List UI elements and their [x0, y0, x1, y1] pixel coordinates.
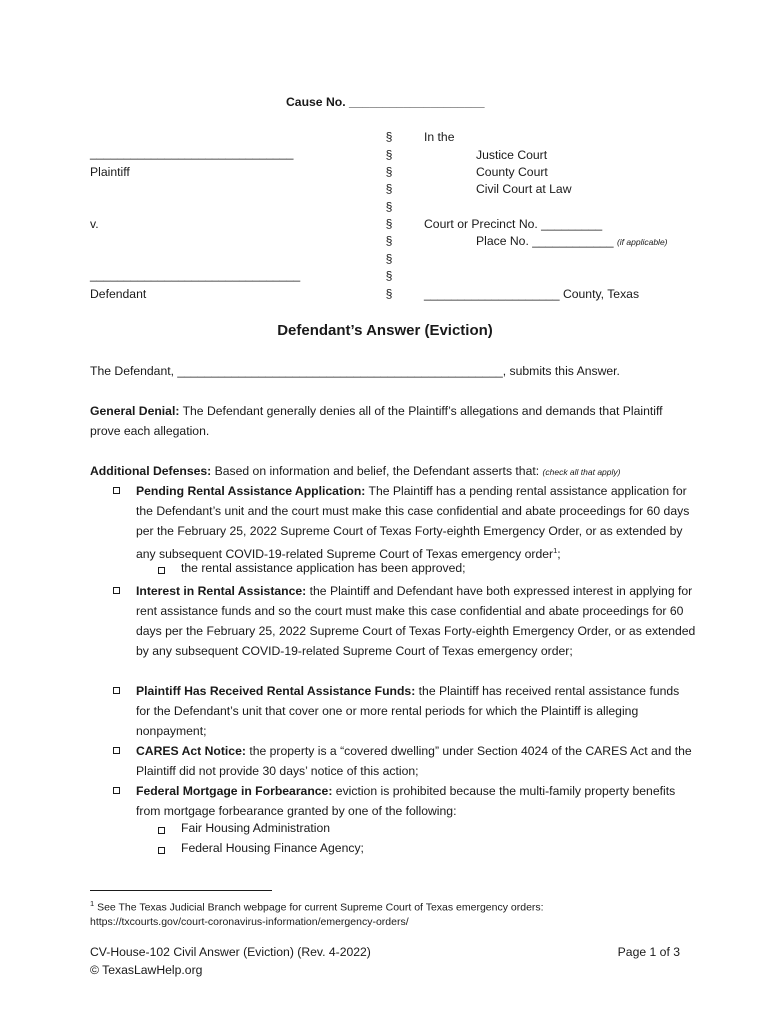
defense-4-checkbox[interactable]: [113, 747, 120, 754]
footnote-url[interactable]: https://txcourts.gov/court-coronavirus-information/emergency-orders/: [90, 916, 409, 928]
fha-checkbox[interactable]: [158, 827, 165, 834]
general-denial-text: The Defendant generally denies all of the Plaintiff’s allegations and demands that Plaintiff prove each allegation.: [90, 404, 663, 438]
document-title: Defendant’s Answer (Eviction): [277, 322, 493, 339]
additional-defenses-heading: [90, 464, 620, 478]
general-denial-label: General Denial:: [90, 404, 180, 418]
section-mark: §: [385, 182, 393, 196]
defense-1-checkbox[interactable]: [113, 487, 120, 494]
court-option-county: County Court: [476, 165, 548, 179]
section-mark: §: [385, 217, 393, 231]
defense-4-item: [136, 741, 696, 781]
defense-1-item: [136, 481, 696, 564]
footnote: [90, 899, 544, 914]
page-number: Page 1 of 3: [617, 945, 680, 959]
section-mark: §: [385, 200, 393, 214]
approved-checkbox[interactable]: [158, 567, 165, 574]
footnote-divider: [90, 890, 272, 891]
defense-3-text: the Plaintiff has received rental assistance funds for the Defendant’s unit that cover one or more rental periods for which the Plaintiff is alleging nonpayment;: [136, 684, 680, 738]
county-field[interactable]: ____________________ County, Texas: [424, 287, 640, 301]
plaintiff-label: Plaintiff: [90, 165, 130, 179]
section-mark: §: [385, 165, 393, 179]
cause-number: Cause No. ____________________: [286, 95, 485, 109]
form-id: CV-House-102 Civil Answer (Eviction) (Rev. 4-2022): [90, 945, 371, 959]
copyright: © TexasLawHelp.org: [90, 963, 203, 977]
place-number-field[interactable]: [476, 234, 668, 248]
section-mark: §: [385, 269, 393, 283]
defense-2-checkbox[interactable]: [113, 587, 120, 594]
defense-5-text: eviction is prohibited because the multi-family property benefits from mortgage forbearance granted by one of the following:: [136, 784, 676, 818]
defendant-name-field[interactable]: _______________________________: [90, 268, 301, 282]
check-all-note: (check all that apply): [542, 467, 621, 477]
defense-5-label: Federal Mortgage in Forbearance:: [136, 784, 333, 798]
approved-text: the rental assistance application has been approved;: [181, 561, 466, 575]
defense-4-label: CARES Act Notice:: [136, 744, 246, 758]
defendant-label: Defendant: [90, 287, 147, 301]
section-mark: §: [385, 234, 393, 248]
court-option-civil: Civil Court at Law: [476, 182, 572, 196]
section-mark: §: [385, 130, 393, 144]
footnote-text: See The Texas Judicial Branch webpage for current Supreme Court of Texas emergency orders:: [94, 901, 544, 914]
defense-2-text: the Plaintiff and Defendant have both expressed interest in applying for rent assistance funds and so the court must make this case confidential and abate proceedings for 60 days per the February 25, 2022 Supreme Court of Texas Forty-eighth Emergency Order, or as extended by any subsequent COVID-19-related Supreme Court of Texas emergency order;: [136, 584, 696, 658]
in-the-label: In the: [424, 130, 455, 144]
place-number-label: Place No. ____________: [476, 234, 614, 248]
plaintiff-name-field[interactable]: ______________________________: [90, 146, 294, 160]
footnote-mark: 1: [90, 899, 95, 908]
fhfa-checkbox[interactable]: [158, 847, 165, 854]
section-mark: §: [385, 148, 393, 162]
court-precinct-field[interactable]: Court or Precinct No. _________: [424, 217, 603, 231]
defense-1-text: The Plaintiff has a pending rental assistance application for the Defendant’s unit and the court must make this case confidential and abate proceedings for 60 days per the February 25, 2022 Supreme Court of Texas Forty-eighth Emergency Order, or as extended by any subsequent COVID-19-related Supreme Court of Texas emergency order: [136, 484, 690, 562]
defendant-intro-field[interactable]: The Defendant, ________________________________________________, submits this Answer.: [90, 364, 620, 378]
defense-4-text: the property is a “covered dwelling” under Section 4024 of the CARES Act and the Plaintiff did not provide 30 days’ notice of this action;: [136, 744, 692, 778]
defense-3-checkbox[interactable]: [113, 687, 120, 694]
additional-defenses-label: Additional Defenses:: [90, 464, 212, 478]
versus-label: v.: [90, 217, 99, 231]
defense-1-end: ;: [557, 547, 561, 562]
defense-1-label: Pending Rental Assistance Application:: [136, 484, 366, 498]
defense-5-item: [136, 781, 696, 821]
defense-5-checkbox[interactable]: [113, 787, 120, 794]
section-mark: §: [385, 252, 393, 266]
court-option-justice: Justice Court: [476, 148, 548, 162]
defense-3-item: [136, 681, 696, 741]
general-denial-paragraph: [90, 401, 680, 441]
defense-2-label: Interest in Rental Assistance:: [136, 584, 307, 598]
defense-2-item: [136, 581, 696, 661]
footnote-ref: 1: [553, 546, 558, 555]
additional-defenses-text: Based on information and belief, the Defendant asserts that:: [211, 464, 540, 478]
fha-text: Fair Housing Administration: [181, 821, 331, 835]
place-number-note: (if applicable): [616, 237, 668, 247]
fhfa-text: Federal Housing Finance Agency;: [181, 841, 364, 855]
section-mark: §: [385, 287, 393, 301]
defense-3-label: Plaintiff Has Received Rental Assistance Funds:: [136, 684, 416, 698]
